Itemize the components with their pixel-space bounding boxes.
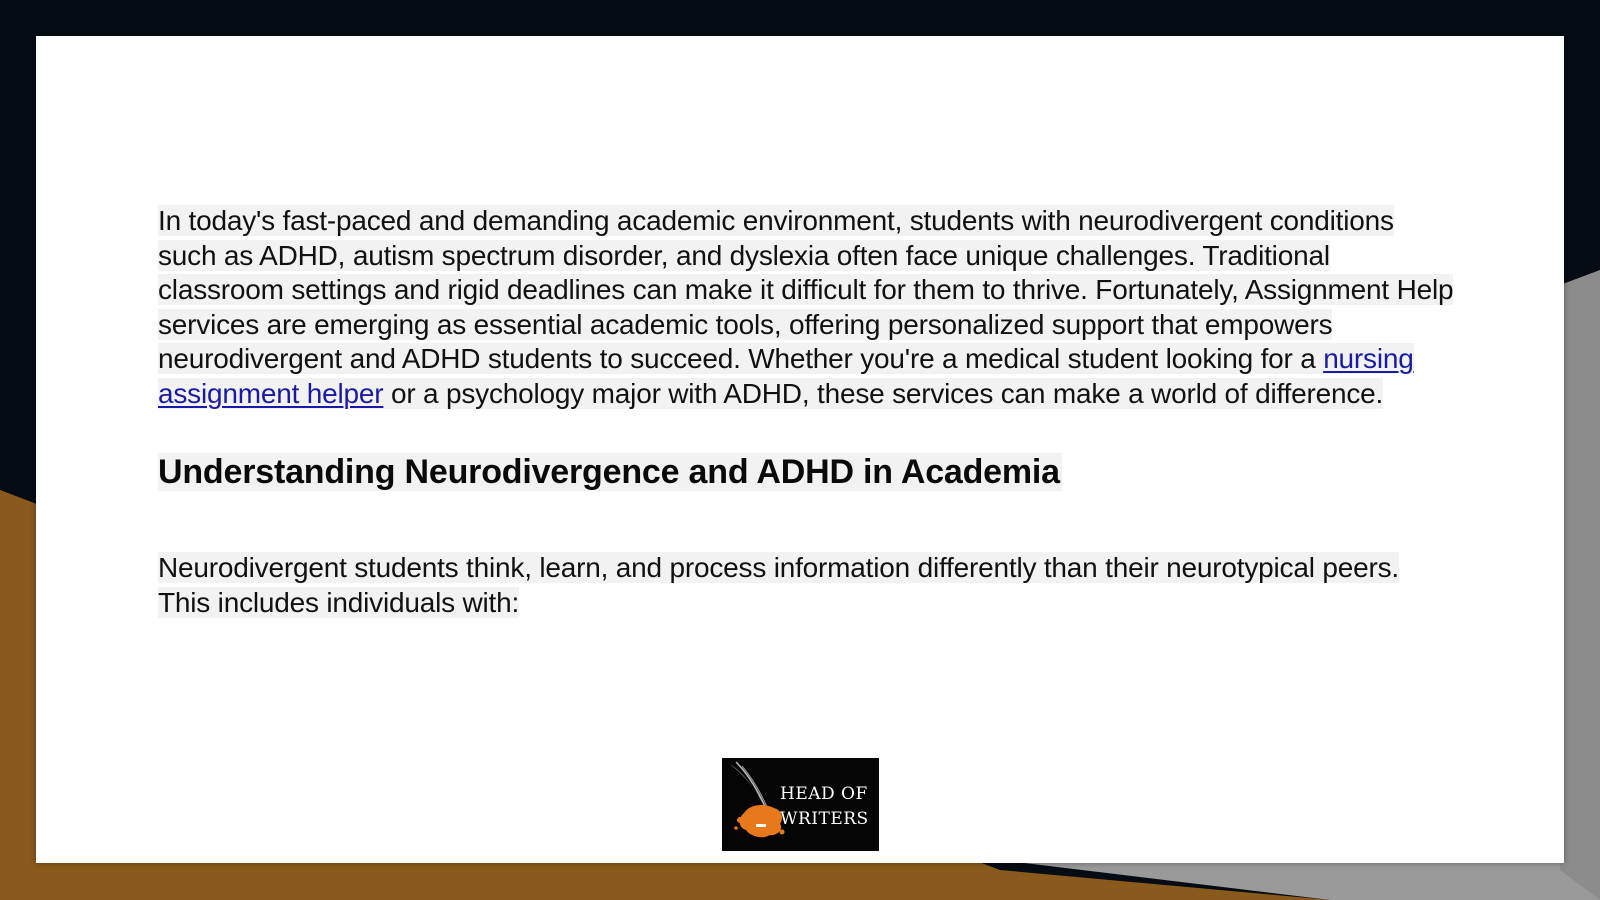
- section-heading-text: Understanding Neurodivergence and ADHD in Academia: [158, 453, 1060, 491]
- logo-text-line2: WRITERS: [780, 809, 869, 829]
- neurodivergence-text: Neurodivergent students think, learn, and process information differently than their neurotypical peers. This includes individuals with:: [158, 552, 1399, 618]
- intro-text-end: or a psychology major with ADHD, these services can make a world of difference.: [383, 377, 1384, 409]
- logo-text-line1: HEAD OF: [780, 784, 868, 804]
- head-of-writers-logo: [722, 758, 879, 851]
- intro-highlight: [158, 205, 1453, 409]
- neurodivergence-paragraph: [158, 551, 1458, 620]
- intro-text-start: In today's fast-paced and demanding academic environment, students with neurodivergent conditions such as ADHD, autism spectrum disorder, and dyslexia often face unique challenges. Traditional classroom settings and rigid deadlines can make it difficult for them to thrive. Fortunately, Assignment Help services are emerging as essential academic tools, offering personalized support that empowers neurodivergent and ADHD students to succeed. Whether you're a medical student looking for a: [158, 205, 1454, 374]
- slide-content: [158, 204, 1458, 620]
- slide-page: [36, 36, 1564, 863]
- nursing-assignment-helper-link[interactable]: nursing assignment helper: [158, 343, 1414, 409]
- section-heading: [158, 449, 1458, 495]
- intro-paragraph: [158, 204, 1458, 411]
- quill-ink-icon: [722, 758, 879, 851]
